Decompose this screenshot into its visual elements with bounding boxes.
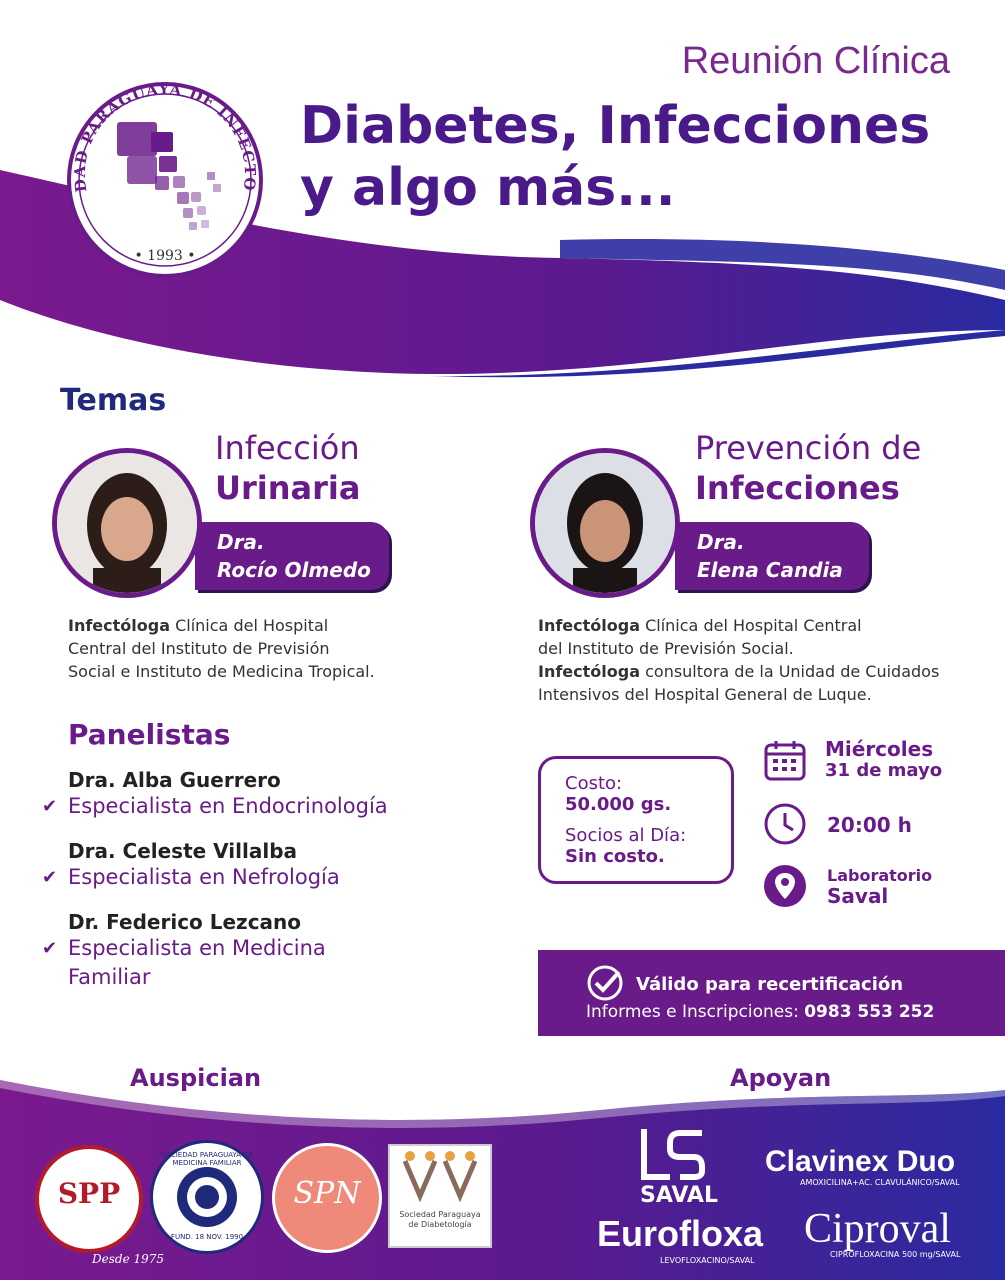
- clock-icon: [763, 802, 807, 850]
- spp-caption: Desde 1975: [92, 1252, 165, 1266]
- logo-year: • 1993 •: [134, 248, 196, 264]
- check-icon: ✔: [42, 796, 58, 817]
- title-line-2: y algo más...: [300, 158, 676, 218]
- page-title: [300, 95, 950, 219]
- calendar-icon: [763, 738, 807, 786]
- auspician-heading: Auspician: [130, 1064, 262, 1092]
- spp-seal-text: SPP: [57, 1177, 121, 1210]
- topic-1-title: [215, 428, 360, 508]
- spd-logo: [388, 1144, 492, 1248]
- speaker-2-portrait: [535, 453, 675, 593]
- contact-line: [586, 1002, 934, 1022]
- cost-label: Costo:: [565, 773, 623, 794]
- location-name: Saval: [827, 884, 889, 908]
- speaker-2-bio-bold2: Infectóloga: [538, 662, 641, 681]
- smf-seal-text: SOCIEDAD PARAGUAYA DE MEDICINA FAMILIAR: [160, 1151, 254, 1167]
- checkmark-circle-icon: [586, 964, 624, 1006]
- speaker-2-bio-bold1: Infectóloga: [538, 616, 641, 635]
- topic-2-line1: Prevención de: [695, 429, 922, 467]
- event-time: 20:00 h: [827, 813, 912, 837]
- topic-2-line2: Infecciones: [695, 469, 900, 507]
- panelistas-heading: Panelistas: [68, 718, 231, 751]
- panelist-2: [42, 839, 482, 892]
- speaker-2-photo: [530, 448, 680, 598]
- spn-seal-logo: [272, 1143, 382, 1253]
- speaker-2-tag: [675, 522, 869, 590]
- topic-1-line2: Urinaria: [215, 469, 361, 507]
- panelist-list: [42, 768, 482, 992]
- speaker-1-bio-bold: Infectóloga: [68, 616, 171, 635]
- speaker-1-bio-l1: Clínica del Hospital: [170, 616, 329, 635]
- speaker-1-bio-l2: Central del Instituto de Previsión: [68, 639, 330, 658]
- event-day: Miércoles: [825, 737, 934, 761]
- logo-arc-text: DAD PARAGUAYA DE INFECTO: [70, 80, 260, 194]
- panelist-3-spec-cont: Familiar: [68, 965, 151, 989]
- check-icon: ✔: [42, 938, 58, 959]
- panelist-3-name: Dr. Federico Lezcano: [68, 910, 302, 934]
- smf-seal-logo: [150, 1140, 264, 1254]
- speaker-2-bio-l3: consultora de la Unidad de Cuidados: [640, 662, 940, 681]
- eurofloxa-logo: Eurofloxa: [597, 1213, 764, 1254]
- spp-seal-logo: [35, 1145, 143, 1253]
- contact-label: Informes e Inscripciones:: [586, 1002, 799, 1022]
- speaker-1-bio-l3: Social e Instituto de Medicina Tropical.: [68, 662, 375, 681]
- subtitle: Reunión Clínica: [681, 40, 950, 82]
- spd-logo-text: Sociedad Paraguaya de Diabetología: [399, 1210, 481, 1229]
- event-location: [827, 866, 932, 907]
- contact-number: 0983 553 252: [804, 1002, 935, 1022]
- saval-text: SAVAL: [640, 1183, 718, 1208]
- saval-logo: [640, 1127, 718, 1208]
- location-icon: [763, 864, 807, 912]
- check-icon: ✔: [42, 867, 58, 888]
- speaker-1-name: Rocío Olmedo: [217, 558, 371, 582]
- speaker-2-prefix: Dra.: [697, 530, 745, 554]
- panelist-3-spec: Especialista en Medicina: [68, 936, 326, 960]
- speaker-2-bio-l1: Clínica del Hospital Central: [640, 616, 862, 635]
- ciproval-logo: Ciproval: [804, 1206, 951, 1252]
- ciproval-sub: CIPROFLOXACINA 500 mg/SAVAL: [830, 1250, 961, 1259]
- speaker-2-bio: [538, 614, 978, 706]
- spd-logo-graphic: [390, 1146, 490, 1206]
- panelist-1-name: Dra. Alba Guerrero: [68, 768, 281, 792]
- apoyan-heading: Apoyan: [730, 1064, 832, 1092]
- panelist-2-spec: Especialista en Nefrología: [68, 865, 340, 889]
- title-line-1: Diabetes, Infecciones: [300, 96, 931, 156]
- smf-caption: FUND. 18 NOV. 1990: [170, 1233, 244, 1241]
- panelist-2-name: Dra. Celeste Villalba: [68, 839, 298, 863]
- event-date: [825, 738, 942, 781]
- event-date-text: 31 de mayo: [825, 760, 943, 781]
- spi-logo-seal: [55, 80, 275, 280]
- spi-logo: [55, 80, 275, 280]
- topic-2-title: [695, 428, 921, 508]
- valid-text: Válido para recertificación: [636, 974, 904, 995]
- clavinex-logo: Clavinex Duo: [765, 1145, 956, 1178]
- speaker-2-bio-l4: Intensivos del Hospital General de Luque.: [538, 685, 872, 704]
- speaker-1-bio: [68, 614, 468, 683]
- members-label: Socios al Día:: [565, 825, 687, 846]
- panelist-3: [42, 910, 482, 992]
- cost-value: 50.000 gs.: [565, 794, 672, 815]
- spn-seal-text: SPN: [293, 1176, 361, 1211]
- panelist-1-spec: Especialista en Endocrinología: [68, 794, 388, 818]
- panelist-1: [42, 768, 482, 821]
- topic-1-line1: Infección: [215, 429, 360, 467]
- speaker-2-name: Elena Candia: [697, 558, 843, 582]
- location-label: Laboratorio: [827, 866, 933, 885]
- temas-heading: Temas: [60, 383, 167, 418]
- speaker-1-tag: [195, 522, 389, 590]
- eurofloxa-sub: LEVOFLOXACINO/SAVAL: [660, 1256, 755, 1265]
- saval-logo-mark: [640, 1127, 710, 1183]
- speaker-2-bio-l2: del Instituto de Previsión Social.: [538, 639, 794, 658]
- speaker-1-photo: [52, 448, 202, 598]
- cost-box: [538, 756, 734, 884]
- speaker-1-portrait: [57, 453, 197, 593]
- clavinex-sub: AMOXICILINA+AC. CLAVULÁNICO/SAVAL: [800, 1178, 960, 1187]
- members-value: Sin costo.: [565, 846, 665, 867]
- recertification-banner: [538, 950, 1005, 1036]
- speaker-1-prefix: Dra.: [217, 530, 265, 554]
